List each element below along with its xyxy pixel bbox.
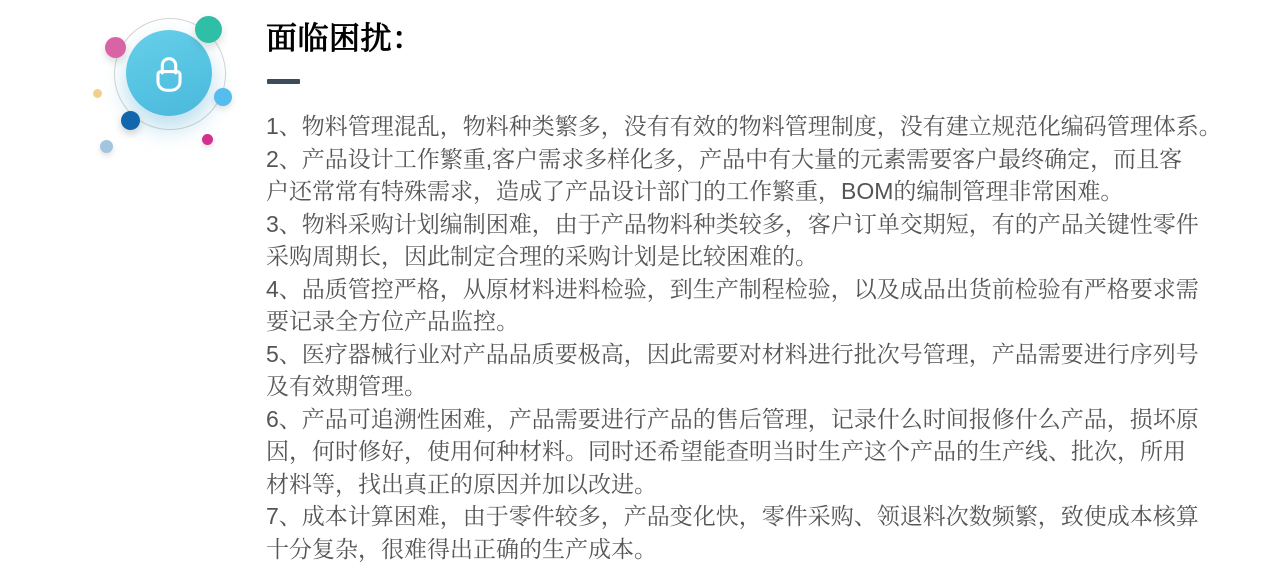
list-item-1-line: 1、物料管理混乱，物料种类繁多，没有有效的物料管理制度，没有建立规范化编码管理体系。 bbox=[266, 113, 1222, 139]
list-item-6-line: 材料等，找出真正的原因并加以改进。 bbox=[266, 470, 657, 497]
list-item-2-line: 户还常常有特殊需求，造成了产品设计部门的工作繁重，BOM的编制管理非常困难。 bbox=[266, 178, 1124, 204]
dot-pale-blue bbox=[100, 140, 113, 153]
page-title: 面临困扰： bbox=[266, 21, 424, 56]
pain-points-list bbox=[266, 110, 1256, 565]
dot-deep-blue bbox=[121, 111, 140, 130]
lock-icon bbox=[146, 50, 192, 96]
dot-pink bbox=[105, 37, 126, 58]
title-accent-dash bbox=[267, 79, 300, 84]
list-item-4-line: 要记录全方位产品监控。 bbox=[266, 308, 519, 334]
dot-teal bbox=[195, 16, 222, 43]
list-item-7-line: 十分复杂，很难得出正确的生产成本。 bbox=[266, 535, 657, 562]
lock-circle bbox=[126, 30, 212, 116]
list-item-3-line: 3、物料采购计划编制困难，由于产品物料种类较多，客户订单交期短，有的产品关键性零件 bbox=[266, 210, 1199, 237]
list-item-7-line: 7、成本计算困难，由于零件较多，产品变化快，零件采购、领退料次数频繁，致使成本核算 bbox=[266, 503, 1199, 529]
list-item-3-line: 采购周期长，因此制定合理的采购计划是比较困难的。 bbox=[266, 243, 818, 269]
list-item-6-line: 因，何时修好，使用何种材料。同时还希望能查明当时生产这个产品的生产线、批次，所用 bbox=[266, 438, 1186, 464]
list-item-4-line: 4、品质管控严格，从原材料进料检验，到生产制程检验，以及成品出货前检验有严格要求需 bbox=[266, 275, 1199, 302]
dot-yellow bbox=[93, 89, 102, 98]
lock-badge bbox=[83, 3, 243, 163]
dot-sky-blue bbox=[214, 88, 232, 106]
list-item-6-line: 6、产品可追溯性困难，产品需要进行产品的售后管理，记录什么时间报修什么产品，损坏原 bbox=[266, 405, 1199, 432]
list-item-5-line: 5、医疗器械行业对产品品质要极高，因此需要对材料进行批次号管理，产品需要进行序列号 bbox=[266, 340, 1199, 367]
dot-magenta bbox=[202, 134, 213, 145]
list-item-2-line: 2、产品设计工作繁重,客户需求多样化多，产品中有大量的元素需要客户最终确定，而且客 bbox=[266, 145, 1183, 172]
list-item-5-line: 及有效期管理。 bbox=[266, 373, 427, 399]
